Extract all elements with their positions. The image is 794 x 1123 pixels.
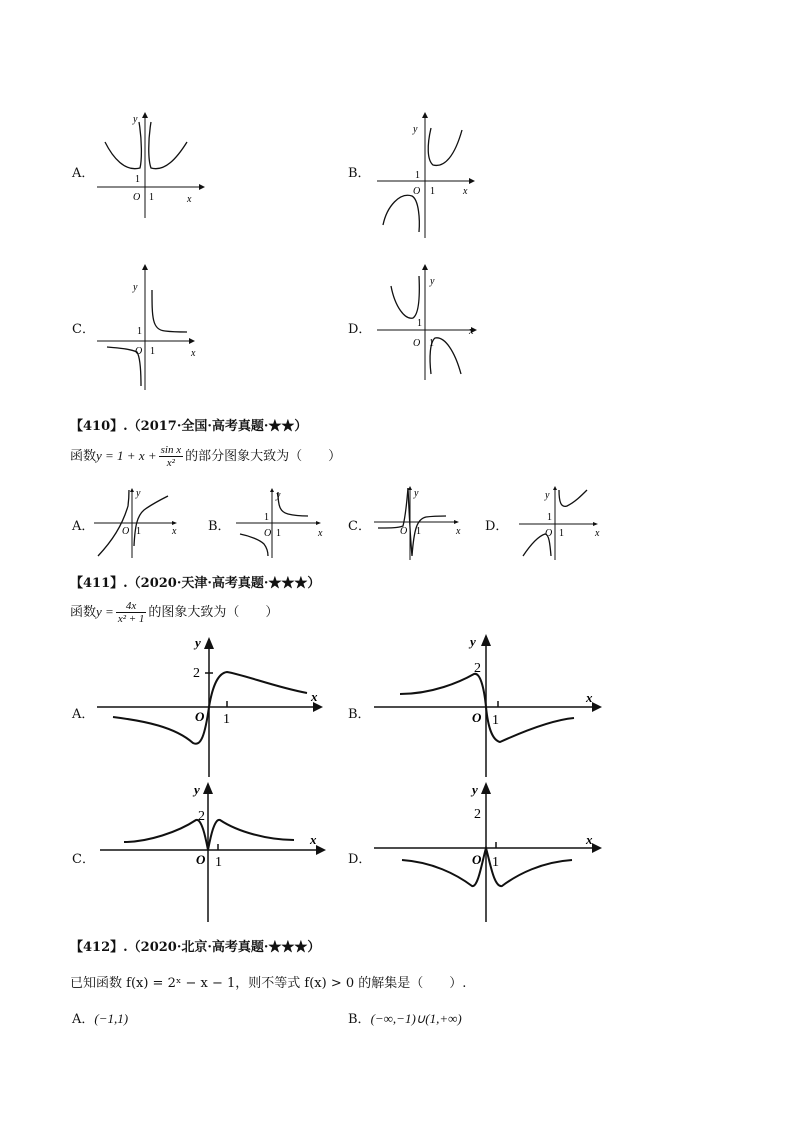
q411-header: 【411】.（2020·天津·高考真题·★★★） xyxy=(70,576,321,591)
q410-graph-d[interactable] xyxy=(515,484,605,562)
svg-text:y: y xyxy=(136,488,141,499)
q410-option-d-label[interactable]: D． xyxy=(485,519,509,534)
svg-text:O: O xyxy=(400,526,408,537)
svg-text:O: O xyxy=(122,526,130,537)
svg-text:x: x xyxy=(310,832,317,847)
q412-header: 【412】.（2020·北京·高考真题·★★★） xyxy=(70,940,321,955)
q409-graph-d[interactable] xyxy=(375,262,485,382)
q409-option-b-label[interactable]: B． xyxy=(348,166,371,181)
svg-text:O: O xyxy=(413,338,421,349)
q410-option-b-label[interactable]: B． xyxy=(208,519,231,534)
svg-text:1: 1 xyxy=(135,174,140,185)
svg-text:y: y xyxy=(276,490,281,501)
q409-option-c-label[interactable]: C． xyxy=(72,322,95,337)
q411-graph-a[interactable] xyxy=(95,635,325,780)
svg-text:y: y xyxy=(430,276,435,287)
svg-text:1: 1 xyxy=(416,526,421,537)
svg-text:2: 2 xyxy=(198,809,205,824)
svg-text:1: 1 xyxy=(264,512,269,523)
svg-text:1: 1 xyxy=(223,712,230,727)
q412-stem: 已知函数 f(x) = 2ˣ − x − 1，则不等式 f(x) > 0 的解集是（ ）. xyxy=(70,976,467,991)
svg-text:x: x xyxy=(586,832,593,847)
q411-option-b-label[interactable]: B． xyxy=(348,707,371,722)
svg-text:1: 1 xyxy=(136,526,141,537)
svg-text:2: 2 xyxy=(193,666,200,681)
svg-text:O: O xyxy=(195,709,205,724)
q412-option-a[interactable]: A．(−1,1) xyxy=(72,1011,129,1027)
svg-text:x: x xyxy=(595,528,600,539)
svg-text:1: 1 xyxy=(492,713,499,728)
svg-text:O: O xyxy=(472,852,482,867)
svg-text:1: 1 xyxy=(429,338,434,349)
svg-text:x: x xyxy=(318,528,323,539)
svg-text:O: O xyxy=(264,528,272,539)
q410-stem: 函数y = 1 + x + $\frac{\text{sin x}}{\text{x²}}$ 的部分图象大致为（ ） xyxy=(70,444,342,469)
svg-text:1: 1 xyxy=(415,170,420,181)
svg-text:O: O xyxy=(413,186,421,197)
q411-option-a-label[interactable]: A． xyxy=(72,707,95,722)
svg-text:2: 2 xyxy=(474,661,481,676)
svg-text:1: 1 xyxy=(430,186,435,197)
q411-graph-c[interactable] xyxy=(98,780,328,925)
svg-text:x: x xyxy=(586,690,593,705)
svg-text:1: 1 xyxy=(559,528,564,539)
q409-option-d-label[interactable]: D． xyxy=(348,322,372,337)
q411-graph-b[interactable] xyxy=(372,632,602,780)
q411-stem: 函数y = $\frac{4x}{\text{x² + 1}}$ 的图象大致为（ ） xyxy=(70,600,279,625)
q410-option-c-label[interactable]: C． xyxy=(348,519,371,534)
q410-graph-b[interactable] xyxy=(232,486,327,561)
svg-text:O: O xyxy=(545,528,553,539)
q410-graph-a[interactable] xyxy=(92,486,182,561)
q411-option-d-label[interactable]: D． xyxy=(348,852,372,867)
svg-text:y: y xyxy=(194,782,200,797)
y-label: y xyxy=(133,114,138,125)
svg-text:y: y xyxy=(545,490,550,501)
svg-text:1: 1 xyxy=(547,512,552,523)
q409-graph-c[interactable] xyxy=(95,262,205,392)
svg-text:1: 1 xyxy=(137,326,142,337)
svg-text:O: O xyxy=(135,346,143,357)
q410-header: 【410】.（2017·全国·高考真题·★★） xyxy=(70,419,308,434)
q409-graph-a[interactable] xyxy=(95,110,205,220)
svg-text:x: x xyxy=(172,526,177,537)
q411-graph-d[interactable] xyxy=(372,780,602,925)
svg-text:y: y xyxy=(413,124,418,135)
svg-text:1: 1 xyxy=(150,346,155,357)
svg-text:1: 1 xyxy=(215,855,222,870)
q410-option-a-label[interactable]: A． xyxy=(72,519,95,534)
svg-text:1: 1 xyxy=(492,855,499,870)
q411-option-c-label[interactable]: C． xyxy=(72,852,95,867)
svg-text:O: O xyxy=(472,710,482,725)
q409-graph-b[interactable] xyxy=(375,110,485,240)
q409-option-a-label[interactable]: A． xyxy=(72,166,95,181)
svg-text:x: x xyxy=(469,326,474,337)
svg-text:x: x xyxy=(191,348,196,359)
origin-label: O xyxy=(133,192,141,203)
svg-text:y: y xyxy=(414,488,419,499)
svg-text:2: 2 xyxy=(474,807,481,822)
svg-text:y: y xyxy=(472,782,478,797)
svg-text:x: x xyxy=(456,526,461,537)
svg-text:O: O xyxy=(196,852,206,867)
svg-text:1: 1 xyxy=(149,192,154,203)
x-label: x xyxy=(187,194,192,205)
svg-text:x: x xyxy=(311,689,318,704)
svg-text:y: y xyxy=(195,635,201,650)
q410-graph-c[interactable] xyxy=(370,484,465,562)
svg-text:1: 1 xyxy=(276,528,281,539)
svg-text:y: y xyxy=(133,282,138,293)
svg-text:1: 1 xyxy=(417,318,422,329)
svg-text:x: x xyxy=(463,186,468,197)
q412-option-b[interactable]: B．(−∞,−1)∪(1,+∞) xyxy=(348,1011,462,1027)
svg-text:y: y xyxy=(470,634,476,649)
